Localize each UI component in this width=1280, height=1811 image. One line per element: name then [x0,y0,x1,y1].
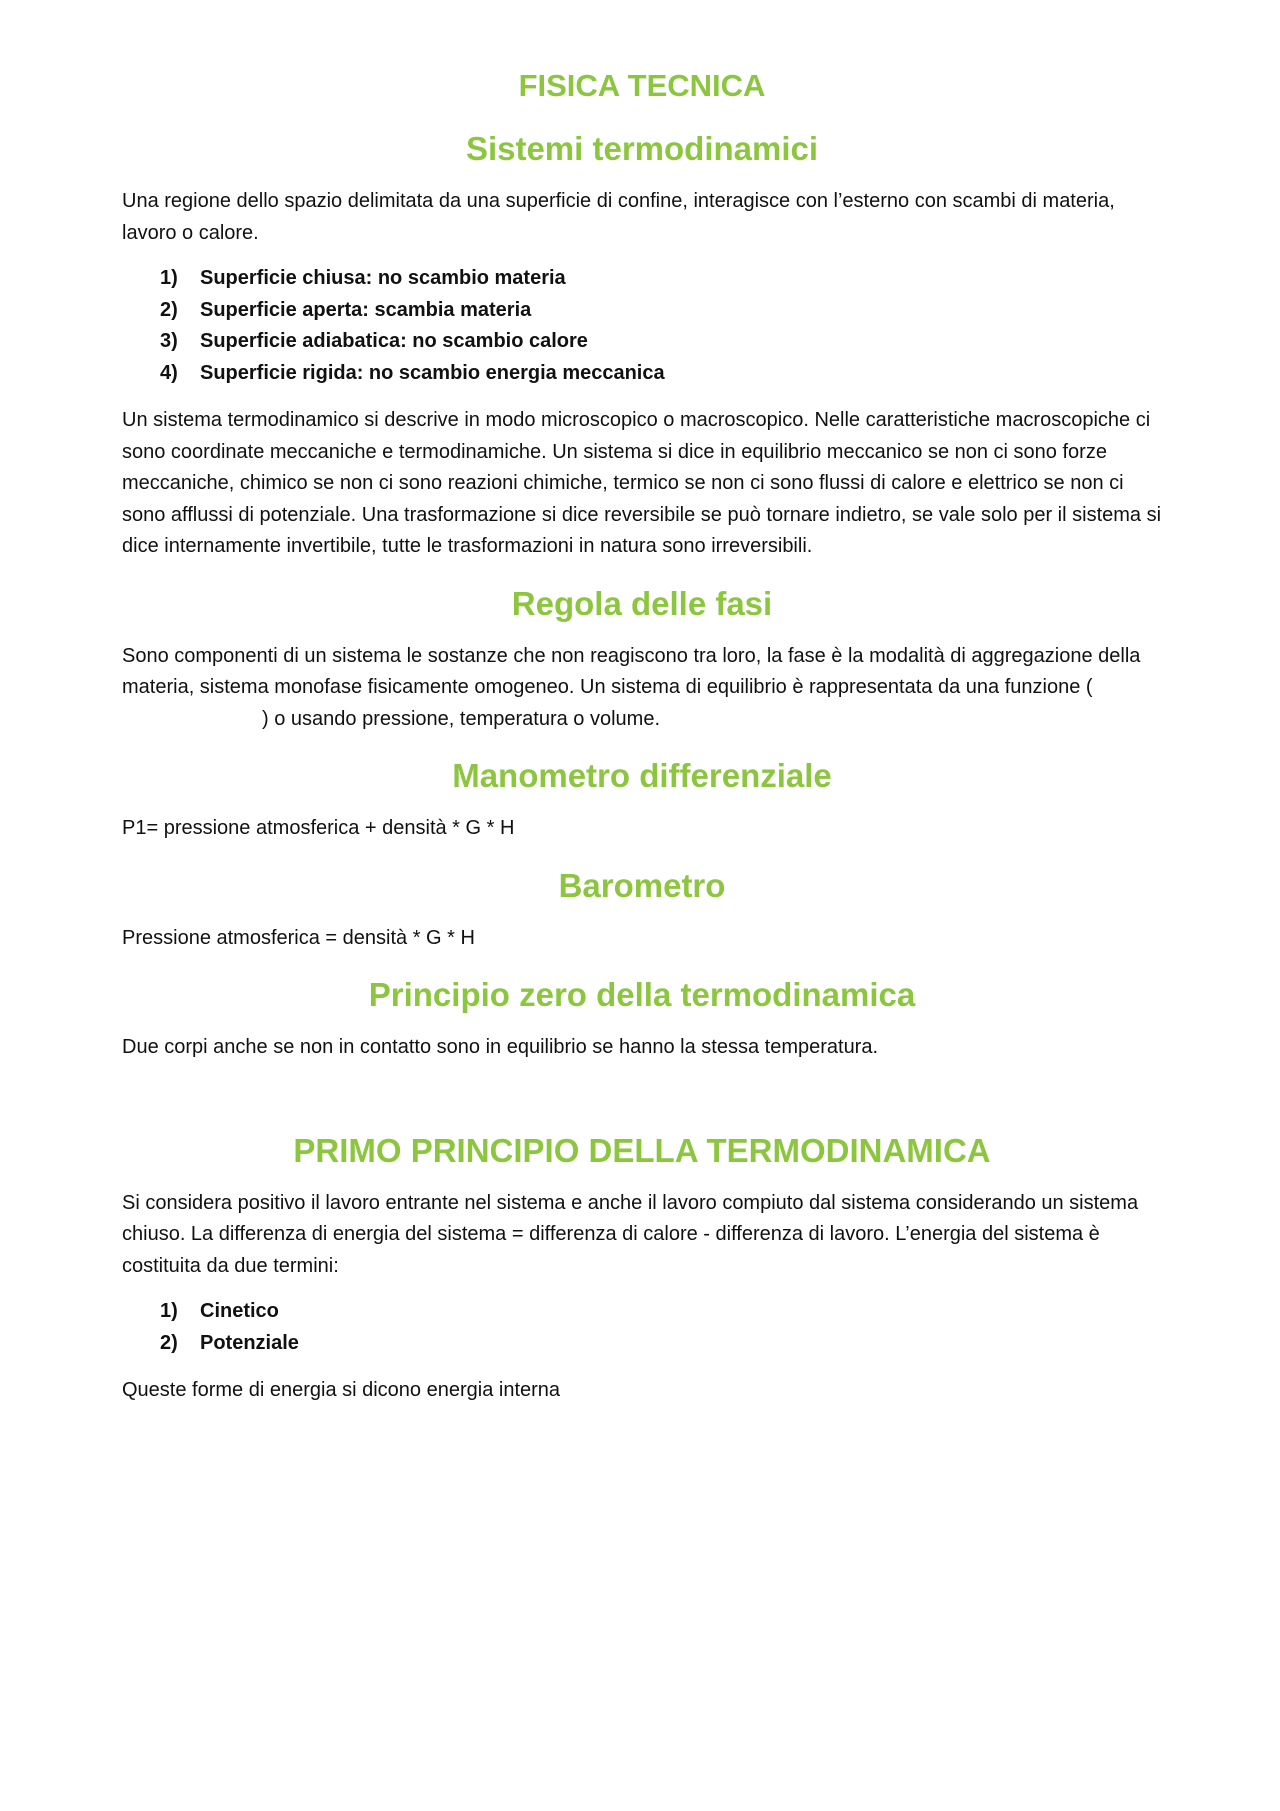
list-text: Cinetico [200,1300,279,1322]
paragraph-text: ) o usando pressione, temperatura o volume. [262,707,660,730]
paragraph [122,641,1162,736]
section-sistemi-termodinamici [122,126,1162,563]
numbered-list [122,1296,1162,1359]
section-principio-zero [122,972,1162,1064]
section-heading: Barometro [558,866,726,904]
document-title: FISICA TECNICA [518,68,766,103]
paragraph: Un sistema termodinamico si descrive in modo microscopico o macroscopico. Nelle caratteristiche macroscopiche ci sono coordinate meccaniche e termodinamiche. Un sistema si dice in equilibrio meccanico se non ci sono forze meccaniche, chimico se non ci sono reazioni chimiche, termico se non ci sono flussi di calore e elettrico se non ci sono afflussi di potenziale. Una trasformazione si dice reversibile se può tornare indietro, se vale solo per il sistema si dice internamente invertibile, tutte le trasformazioni in natura sono irreversibili. [122,409,1162,557]
list-number: 3) [160,330,178,352]
list-text: Superficie adiabatica: no scambio calore [200,330,588,352]
paragraph: Una regione dello spazio delimitata da una superficie di confine, interagisce con l’esterno con scambi di materia, lavoro o calore. [122,190,1115,244]
section-barometro [122,863,1162,955]
list-text: Potenziale [200,1331,299,1354]
list-text: Superficie aperta: scambia materia [200,298,532,321]
list-number: 2) [160,1331,178,1354]
numbered-list [122,263,1162,389]
list-number: 2) [160,298,178,321]
section-heading: PRIMO PRINCIPIO DELLA TERMODINAMICA [293,1131,991,1169]
list-text: Superficie rigida: no scambio energia meccanica [200,361,665,384]
paragraph: Due corpi anche se non in contatto sono in equilibrio se hanno la stessa temperatura. [122,1036,879,1058]
paragraph: Si considera positivo il lavoro entrante nel sistema e anche il lavoro compiuto dal sistema considerando un sistema chiuso. La differenza di energia del sistema = differenza di calore - differenza di lavoro. L’energia del sistema è costituita da due termini: [122,1191,1139,1277]
list-number: 4) [160,361,178,384]
section-primo-principio [122,1128,1162,1407]
section-regola-delle-fasi [122,581,1162,736]
list-item [160,326,1162,358]
document-page [122,64,1162,1421]
list-number: 1) [160,1300,178,1322]
list-item [160,358,1162,390]
section-heading: Principio zero della termodinamica [368,976,916,1013]
paragraph: Pressione atmosferica = densità * G * H [122,926,475,949]
paragraph-text: Sono componenti di un sistema le sostanze che non reagiscono tra loro, la fase è la modalità di aggregazione della materia, sistema monofase fisicamente omogeneo. Un sistema di equilibrio è rappresentata da una funzione ( [122,644,1141,698]
section-heading: Manometro differenziale [452,757,832,794]
section-manometro-differenziale [122,753,1162,845]
list-item [160,263,1162,295]
paragraph: P1= pressione atmosferica + densità * G * H [122,817,515,839]
list-item [160,1328,1162,1360]
paragraph: Queste forme di energia si dicono energia interna [122,1379,561,1401]
section-heading: Regola delle fasi [511,584,773,622]
section-heading: Sistemi termodinamici [465,130,819,167]
list-item [160,295,1162,327]
list-text: Superficie chiusa: no scambio materia [200,267,566,289]
list-item [160,1296,1162,1328]
list-number: 1) [160,267,178,289]
